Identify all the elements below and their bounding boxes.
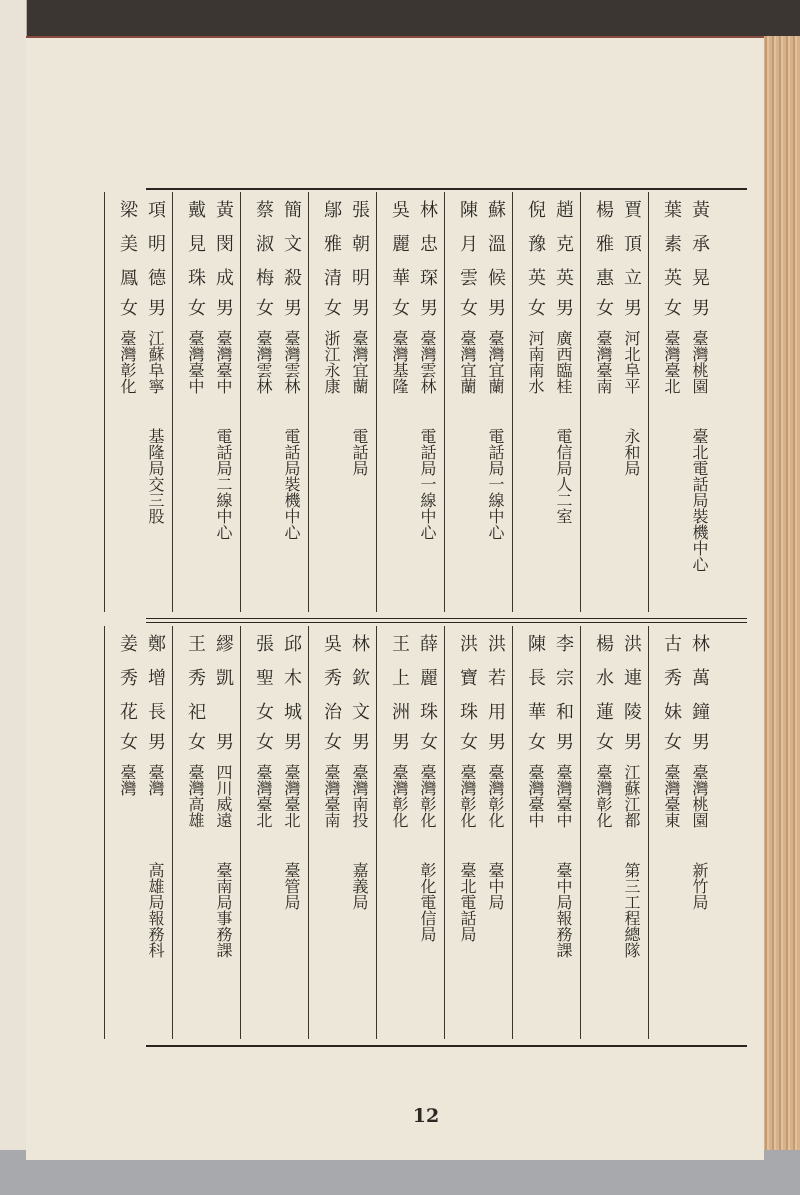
entry-sex: 女 xyxy=(253,732,274,750)
entry-origin: 廣西臨桂 xyxy=(554,330,573,394)
entry-name: 楊水蓮 xyxy=(593,634,614,736)
document-page xyxy=(26,36,764,1160)
entry-origin: 臺灣臺南 xyxy=(594,330,613,394)
entry-sex: 女 xyxy=(321,298,342,316)
entry-unit: 第三工程總隊 xyxy=(622,862,641,958)
entry-origin: 臺灣臺北 xyxy=(254,764,273,828)
entry-sex: 男 xyxy=(213,732,234,750)
upper-entry-column xyxy=(212,200,234,612)
column-separator xyxy=(172,626,173,1039)
column-separator xyxy=(308,192,309,612)
entry-name: 黃承晃 xyxy=(689,200,710,302)
entry-sex: 女 xyxy=(117,732,138,750)
upper-entry-column xyxy=(416,200,438,612)
lower-entry-column xyxy=(688,634,710,1039)
entry-origin: 臺灣臺南 xyxy=(322,764,341,828)
upper-top-rule xyxy=(146,188,747,190)
entry-unit: 彰化電信局 xyxy=(418,862,437,942)
entry-name: 王秀祀 xyxy=(185,634,206,736)
entry-unit: 永和局 xyxy=(622,428,641,476)
entry-name: 李宗和 xyxy=(553,634,574,736)
entry-name: 洪連陵 xyxy=(621,634,642,736)
entry-sex: 男 xyxy=(389,732,410,750)
entry-origin: 江蘇阜寧 xyxy=(146,330,165,394)
upper-entry-column xyxy=(456,200,478,612)
entry-sex: 女 xyxy=(321,732,342,750)
entry-sex: 男 xyxy=(553,732,574,750)
column-separator xyxy=(308,626,309,1039)
entry-sex: 男 xyxy=(417,298,438,316)
entry-origin: 臺灣臺中 xyxy=(554,764,573,828)
entry-sex: 女 xyxy=(389,298,410,316)
lower-entry-column xyxy=(388,634,410,1039)
entry-sex: 女 xyxy=(185,298,206,316)
column-separator xyxy=(648,192,649,612)
column-separator xyxy=(444,192,445,612)
column-separator xyxy=(580,192,581,612)
column-separator xyxy=(648,626,649,1039)
mid-rule-2 xyxy=(146,622,747,623)
entry-unit: 電話局 xyxy=(350,428,369,476)
upper-entry-column xyxy=(688,200,710,612)
entry-origin: 臺灣彰化 xyxy=(418,764,437,828)
entry-unit: 基隆局交三股 xyxy=(146,428,165,524)
upper-entry-column xyxy=(660,200,682,612)
entry-name: 邱木城 xyxy=(281,634,302,736)
entry-name: 王上洲 xyxy=(389,634,410,736)
entry-sex: 男 xyxy=(621,298,642,316)
entry-name: 吳秀治 xyxy=(321,634,342,736)
entry-sex: 男 xyxy=(621,732,642,750)
page-number: 12 xyxy=(412,1105,440,1127)
entry-name: 蔡淑梅 xyxy=(253,200,274,302)
entry-origin: 臺灣彰化 xyxy=(486,764,505,828)
entry-unit: 臺中局 xyxy=(486,862,505,910)
entry-origin: 臺灣臺北 xyxy=(282,764,301,828)
upper-entry-column xyxy=(184,200,206,612)
column-separator xyxy=(512,626,513,1039)
entry-unit: 電信局人二室 xyxy=(554,428,573,524)
lower-entry-column xyxy=(660,634,682,1039)
upper-entry-column xyxy=(524,200,546,612)
entry-origin: 臺灣雲林 xyxy=(254,330,273,394)
entry-origin: 臺灣南投 xyxy=(350,764,369,828)
entry-name: 張聖女 xyxy=(253,634,274,736)
entry-unit: 電話局二線中心 xyxy=(214,428,233,540)
upper-entry-column xyxy=(592,200,614,612)
upper-entry-column xyxy=(252,200,274,612)
entry-sex: 女 xyxy=(457,732,478,750)
entry-name: 簡文殺 xyxy=(281,200,302,302)
lower-entry-column xyxy=(184,634,206,1039)
lower-entry-column xyxy=(524,634,546,1039)
entry-name: 葉素英 xyxy=(661,200,682,302)
entry-origin: 臺灣彰化 xyxy=(118,330,137,394)
facing-page-edge xyxy=(0,0,27,1195)
entry-unit: 高雄局報務科 xyxy=(146,862,165,958)
entry-name: 林萬鐘 xyxy=(689,634,710,736)
entry-sex: 男 xyxy=(485,732,506,750)
entry-origin: 河南南水 xyxy=(526,330,545,394)
entry-unit: 新竹局 xyxy=(690,862,709,910)
entry-unit: 電話局裝機中心 xyxy=(282,428,301,540)
column-separator xyxy=(580,626,581,1039)
entry-origin: 四川威遠 xyxy=(214,764,233,828)
mid-rule-1 xyxy=(146,618,747,619)
entry-sex: 男 xyxy=(485,298,506,316)
lower-entry-column xyxy=(552,634,574,1039)
entry-sex: 男 xyxy=(145,298,166,316)
lower-entry-column xyxy=(416,634,438,1039)
upper-entry-column xyxy=(620,200,642,612)
entry-origin: 臺灣 xyxy=(146,764,165,796)
entry-origin: 臺灣雲林 xyxy=(418,330,437,394)
page-edges xyxy=(762,36,800,1158)
entry-origin: 河北阜平 xyxy=(622,330,641,394)
entry-origin: 臺灣高雄 xyxy=(186,764,205,828)
entry-sex: 男 xyxy=(349,298,370,316)
entry-sex: 男 xyxy=(689,732,710,750)
entry-sex: 女 xyxy=(417,732,438,750)
entry-sex: 女 xyxy=(661,298,682,316)
entry-sex: 男 xyxy=(145,732,166,750)
entry-origin: 臺灣宜蘭 xyxy=(486,330,505,394)
entry-origin: 臺灣雲林 xyxy=(282,330,301,394)
entry-origin: 臺灣 xyxy=(118,764,137,796)
lower-entry-column xyxy=(620,634,642,1039)
lower-entry-column xyxy=(348,634,370,1039)
entry-name: 蘇溫候 xyxy=(485,200,506,302)
entry-sex: 女 xyxy=(117,298,138,316)
entry-sex: 女 xyxy=(661,732,682,750)
entry-sex: 女 xyxy=(525,732,546,750)
entry-origin: 臺灣彰化 xyxy=(390,764,409,828)
entry-sex: 男 xyxy=(553,298,574,316)
entry-name: 鄔雅清 xyxy=(321,200,342,302)
upper-entry-column xyxy=(348,200,370,612)
entry-sex: 女 xyxy=(457,298,478,316)
entry-name: 黃閔成 xyxy=(213,200,234,302)
upper-entry-column xyxy=(116,200,138,612)
entry-unit: 臺中局報務課 xyxy=(554,862,573,958)
lower-entry-column xyxy=(592,634,614,1039)
entry-unit: 臺管局 xyxy=(282,862,301,910)
entry-origin: 浙江永康 xyxy=(322,330,341,394)
entry-origin: 臺灣宜蘭 xyxy=(350,330,369,394)
bottom-rule xyxy=(146,1045,747,1047)
entry-origin: 臺灣臺中 xyxy=(186,330,205,394)
entry-name: 林欽文 xyxy=(349,634,370,736)
entry-name: 繆凱 xyxy=(213,634,234,702)
upper-entry-column xyxy=(320,200,342,612)
entry-origin: 臺灣臺中 xyxy=(526,764,545,828)
upper-entry-column xyxy=(388,200,410,612)
column-separator xyxy=(376,626,377,1039)
column-separator xyxy=(240,192,241,612)
entry-name: 賈頂立 xyxy=(621,200,642,302)
entry-sex: 男 xyxy=(281,732,302,750)
column-separator xyxy=(512,192,513,612)
entry-name: 張朝明 xyxy=(349,200,370,302)
entry-name: 洪若用 xyxy=(485,634,506,736)
entry-name: 楊雅惠 xyxy=(593,200,614,302)
entry-name: 林忠琛 xyxy=(417,200,438,302)
entry-name: 吳麗華 xyxy=(389,200,410,302)
column-separator xyxy=(104,192,105,612)
entry-sex: 男 xyxy=(349,732,370,750)
entry-sex: 女 xyxy=(593,732,614,750)
entry-name: 陳月雲 xyxy=(457,200,478,302)
column-separator xyxy=(104,626,105,1039)
entry-unit: 電話局一線中心 xyxy=(486,428,505,540)
lower-entry-column xyxy=(144,634,166,1039)
lower-entry-column xyxy=(320,634,342,1039)
lower-entry-column xyxy=(280,634,302,1039)
entry-origin: 臺灣彰化 xyxy=(458,764,477,828)
upper-entry-column xyxy=(280,200,302,612)
entry-name: 鄭增長 xyxy=(145,634,166,736)
entry-sex: 女 xyxy=(185,732,206,750)
entry-origin: 臺灣彰化 xyxy=(594,764,613,828)
entry-origin: 臺灣桃園 xyxy=(690,330,709,394)
entry-sex: 女 xyxy=(525,298,546,316)
entry-unit: 電話局一線中心 xyxy=(418,428,437,540)
lower-entry-column xyxy=(252,634,274,1039)
entry-name: 古秀妹 xyxy=(661,634,682,736)
entry-sex: 男 xyxy=(281,298,302,316)
entry-unit: 嘉義局 xyxy=(350,862,369,910)
entry-origin: 江蘇江都 xyxy=(622,764,641,828)
entry-origin: 臺灣臺東 xyxy=(662,764,681,828)
upper-entry-column xyxy=(484,200,506,612)
column-separator xyxy=(172,192,173,612)
entry-origin: 臺灣桃園 xyxy=(690,764,709,828)
entry-name: 項明德 xyxy=(145,200,166,302)
entry-origin: 臺灣宜蘭 xyxy=(458,330,477,394)
entry-name: 陳長華 xyxy=(525,634,546,736)
entry-name: 姜秀花 xyxy=(117,634,138,736)
lower-entry-column xyxy=(456,634,478,1039)
entry-unit: 臺北電話局 xyxy=(458,862,477,942)
upper-entry-column xyxy=(552,200,574,612)
entry-name: 倪豫英 xyxy=(525,200,546,302)
lower-entry-column xyxy=(484,634,506,1039)
lower-entry-column xyxy=(212,634,234,1039)
entry-name: 洪寶珠 xyxy=(457,634,478,736)
entry-sex: 男 xyxy=(689,298,710,316)
entry-origin: 臺灣基隆 xyxy=(390,330,409,394)
column-separator xyxy=(240,626,241,1039)
entry-unit: 臺南局事務課 xyxy=(214,862,233,958)
entry-origin: 臺灣臺北 xyxy=(662,330,681,394)
entry-unit: 臺北電話局裝機中心 xyxy=(690,428,709,572)
entry-name: 趙克英 xyxy=(553,200,574,302)
column-separator xyxy=(376,192,377,612)
entry-sex: 女 xyxy=(593,298,614,316)
entry-name: 薛麗珠 xyxy=(417,634,438,736)
lower-entry-column xyxy=(116,634,138,1039)
entry-sex: 女 xyxy=(253,298,274,316)
entry-name: 梁美鳳 xyxy=(117,200,138,302)
entry-sex: 男 xyxy=(213,298,234,316)
entry-name: 戴見珠 xyxy=(185,200,206,302)
entry-origin: 臺灣臺中 xyxy=(214,330,233,394)
upper-entry-column xyxy=(144,200,166,612)
column-separator xyxy=(444,626,445,1039)
